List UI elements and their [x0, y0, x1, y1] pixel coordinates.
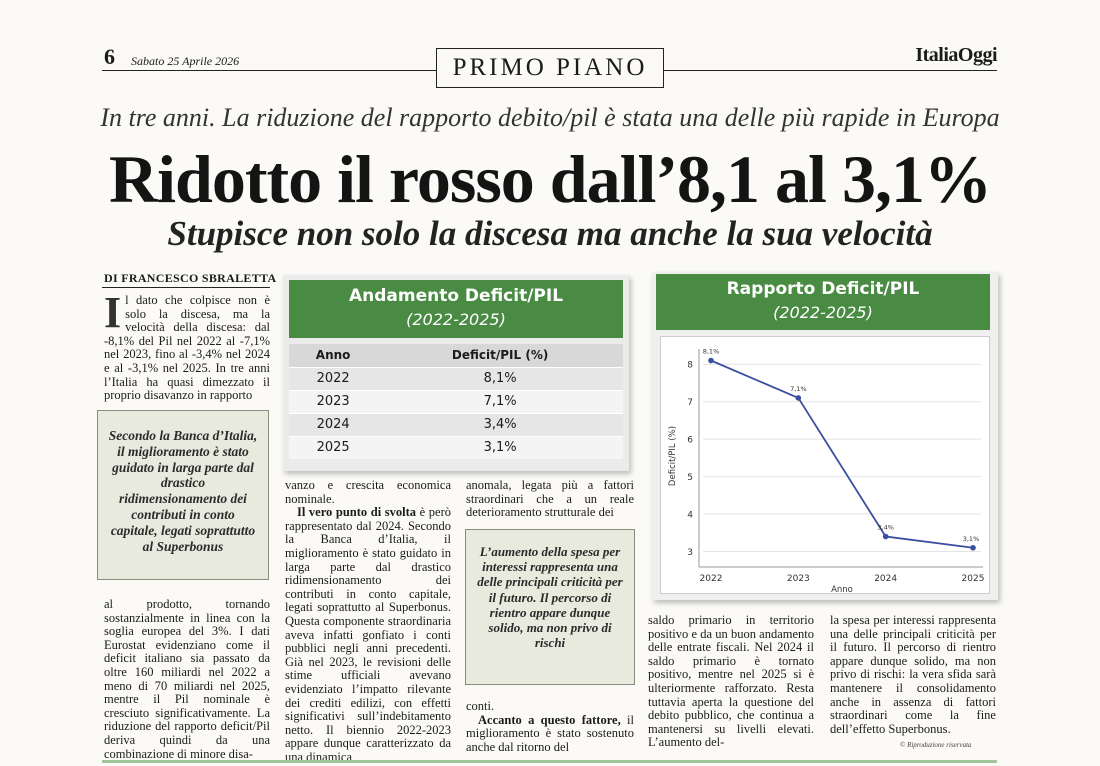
body-column-1-bottom	[104, 598, 270, 761]
y-tick-label: 6	[687, 435, 693, 446]
body-text: è però rappresentato dal 2024. Secondo la Banca d’Italia, il miglioramento è stato guidato in larga parte dal drastico ridimensionamento dei contributi in conto capitale, legati soprattutto al Superbonus. Questa componente straordinaria aveva infatti gonfiato i conti pubblici negli anni precedenti. Già nel 2023, le revisioni delle stime ufficiali avevano evidenziato l’impatto rilevante dei crediti edilizi, con effetti significativi sull’indebitamento netto. Il biennio 2022-2023 appare dunque caratterizzato da una dinamica	[285, 505, 451, 764]
y-tick-label: 5	[687, 473, 693, 484]
byline: DI FRANCESCO SBRALETTA	[104, 271, 277, 285]
deficit-table-panel	[283, 275, 629, 471]
body-column-4	[648, 614, 814, 750]
pull-quote	[465, 529, 635, 685]
body-text: il miglioramento è stato sostenuto anche dal ritorno del	[466, 712, 635, 754]
body-text: vanzo e crescita economica nominale.	[285, 478, 451, 506]
data-label: 7,1%	[790, 384, 807, 393]
body-text: saldo primario in territorio positivo e da un buon andamento delle entrate fiscali. Nel 2024 il saldo primario è tornato positivo, mentre nel 2025 si è ulteriormente rafforzato. Resta tuttavia aperta la questione del debito pubblico, che continua a mantenersi su livelli elevati. L’aumento del-	[648, 613, 814, 750]
pull-quote-text: L’aumento della spesa per interessi rappresenta una delle principali criticità per il futuro. Il percorso di rientro appare dunque solido, ma non privo di rischi	[477, 544, 623, 651]
y-axis-label: Deficit/PIL (%)	[668, 425, 678, 487]
table-period: (2022-2025)	[406, 310, 506, 329]
table-cell: 3,4%	[377, 413, 623, 436]
x-tick-label: 2022	[699, 574, 723, 584]
y-tick-label: 8	[687, 360, 693, 371]
body-column-2	[285, 479, 451, 764]
data-point	[883, 534, 889, 540]
copyright-note: © Riproduzione riservata	[900, 741, 972, 749]
paragraph-lead: Accanto a questo fattore,	[478, 712, 621, 727]
column-header: Deficit/PIL (%)	[377, 344, 623, 367]
table-cell: 2025	[289, 436, 377, 459]
table-cell: 3,1%	[377, 436, 623, 459]
body-text: conti.	[466, 699, 495, 713]
pull-quote	[97, 410, 269, 580]
deficit-table	[289, 344, 623, 459]
table-cell: 7,1%	[377, 390, 623, 413]
data-point	[708, 358, 714, 364]
series-line	[711, 360, 973, 547]
table-row	[289, 413, 623, 436]
section-label: PRIMO PIANO	[436, 48, 664, 88]
table-cell: 2022	[289, 367, 377, 390]
chart-title: Rapporto Deficit/PIL	[726, 279, 920, 299]
newspaper-logo: ItaliaOggi	[915, 44, 997, 66]
data-label: 8,1%	[702, 347, 720, 356]
drop-cap: I	[104, 288, 122, 337]
y-tick-label: 7	[687, 398, 693, 409]
line-chart	[661, 337, 991, 595]
x-tick-label: 2023	[786, 574, 810, 584]
paragraph-lead: Il vero punto di svolta	[297, 505, 417, 520]
body-column-3-bottom	[466, 700, 634, 754]
chart-header	[656, 274, 990, 330]
table-row	[289, 390, 623, 413]
y-tick-label: 4	[687, 510, 693, 521]
byline-rule	[102, 287, 270, 288]
article-headline: Ridotto il rosso dall’8,1 al 3,1%	[109, 141, 991, 217]
table-cell: 2023	[289, 390, 377, 413]
table-header	[289, 280, 623, 338]
column-header: Anno	[289, 344, 377, 367]
table-row	[289, 436, 623, 459]
page-number: 6	[104, 44, 115, 69]
body-column-5	[830, 614, 996, 736]
data-point	[796, 395, 802, 401]
bottom-rule	[102, 760, 997, 763]
deficit-chart-panel	[652, 272, 998, 600]
y-tick-label: 3	[687, 548, 693, 559]
body-text: l dato che colpisce non è solo la discesa, ma la velocità della discesa: dal -8,1% del Pil nel 2022 al -7,1% nel 2023, fino al -3,4% nel 2024 e al -3,1% nel 2025. In tre anni l’Italia ha quasi dimezzato il proprio disavanzo in rapporto	[104, 293, 270, 403]
x-tick-label: 2024	[874, 574, 898, 584]
body-column-1-top	[104, 288, 270, 403]
article-subhead: Stupisce non solo la discesa ma anche la sua velocità	[167, 214, 933, 253]
x-tick-label: 2025	[961, 574, 985, 584]
pull-quote-text: Secondo la Banca d’Italia, il miglioramento è stato guidato in larga parte dal drastico ridimensionamento dei contributi in conto capitale, legati soprattutto al Superbonus	[108, 428, 258, 554]
x-axis-label: Anno	[831, 585, 853, 595]
table-row	[289, 367, 623, 390]
data-label: 3,1%	[962, 534, 980, 543]
chart-period: (2022-2025)	[773, 303, 873, 322]
body-text: al prodotto, tornando sostanzialmente in linea con la soglia europea del 3%. I dati Eurostat evidenziano come il deficit italiano sia passato da oltre 160 miliardi nel 2022 a meno di 70 miliardi nel 2025, mentre il Pil nominale è cresciuto significativamente. La riduzione del rapporto deficit/Pil deriva quindi da una combinazione di minore disa-	[104, 597, 270, 761]
table-cell: 2024	[289, 413, 377, 436]
chart-area	[660, 336, 990, 594]
table-title: Andamento Deficit/PIL	[348, 286, 564, 306]
data-point	[970, 545, 976, 551]
article-kicker: In tre anni. La riduzione del rapporto debito/pil è stata una delle più rapide in Europa	[100, 103, 1000, 132]
data-label: 3,4%	[877, 523, 894, 532]
issue-date: Sabato 25 Aprile 2026	[131, 54, 240, 68]
body-text: anomala, legata più a fattori straordinari che a un reale deterioramento strutturale dei	[466, 478, 634, 520]
table-cell: 8,1%	[377, 367, 623, 390]
body-column-3-top	[466, 479, 634, 520]
body-text: la spesa per interessi rappresenta una delle principali criticità per il futuro. Il percorso di rientro appare dunque solido, ma non privo di rischi: la vera sfida sarà mantenere il consolidamento anche in assenza di fattori straordinari come la fine dell’effetto Superbonus.	[830, 613, 996, 736]
